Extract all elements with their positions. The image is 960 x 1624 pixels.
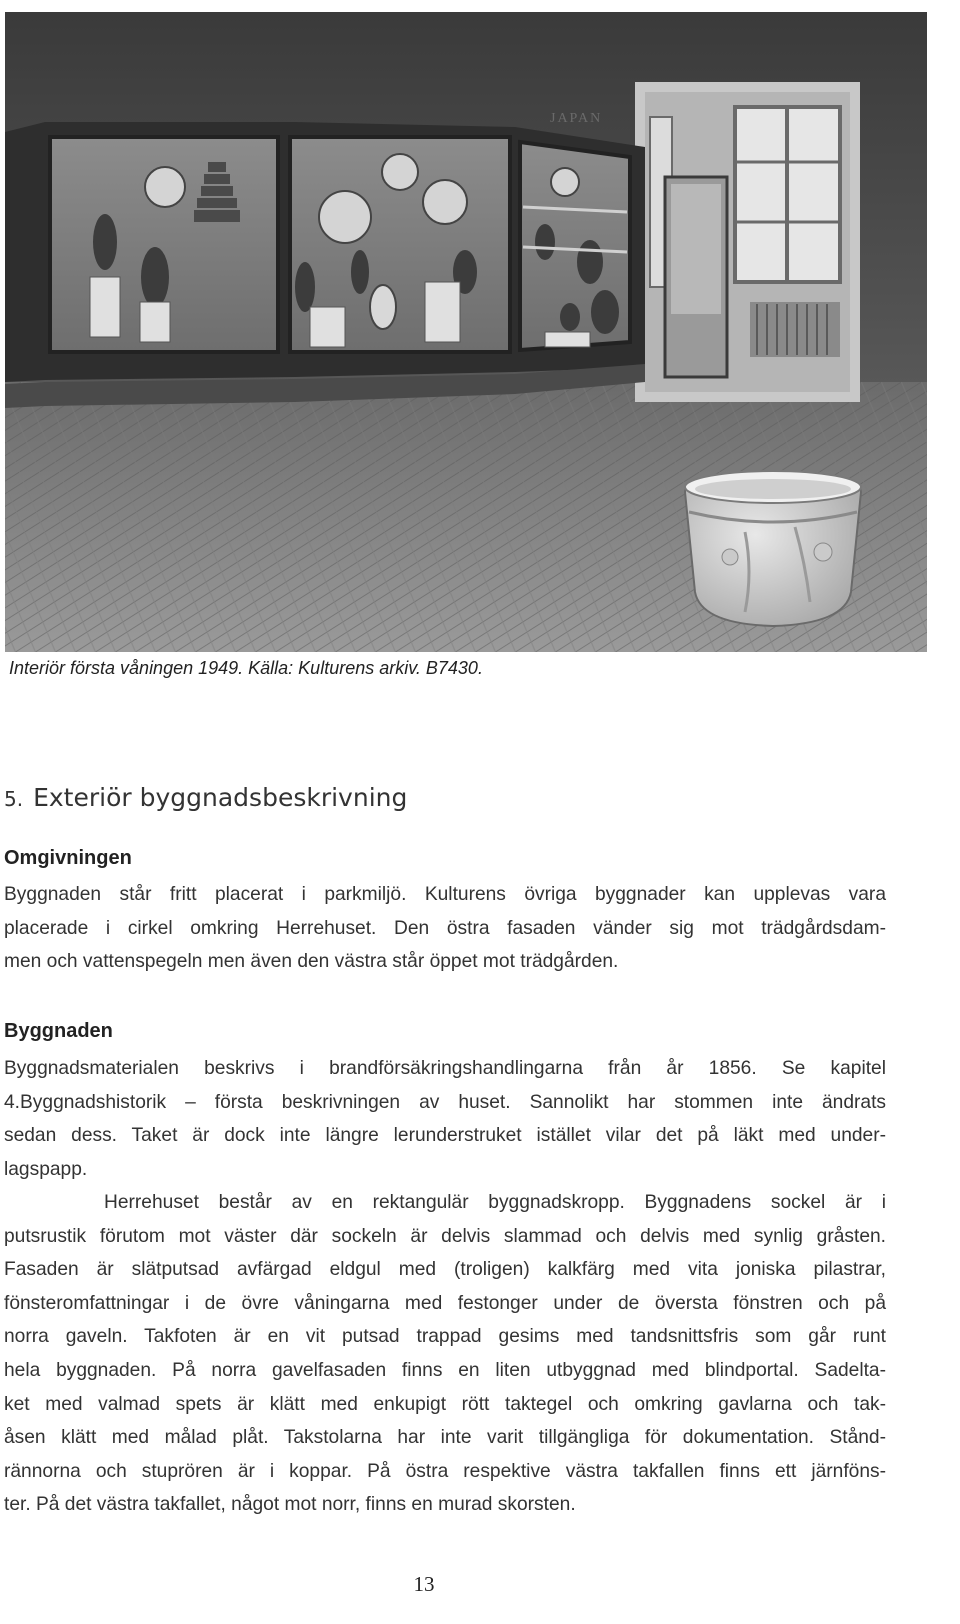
text-line: placerade i cirkel omkring Herrehuset. Den östra fasaden vänder sig mot trädgårdsdam- [4, 917, 886, 939]
text-line: ter. På det västra takfallet, något mot norr, finns en murad skorsten. [4, 1494, 576, 1516]
text-line: lagspapp. [4, 1158, 88, 1180]
text-line: hela byggnaden. På norra gavelfasaden finns en liten utbyggnad med blindportal. Sadelta- [4, 1359, 886, 1381]
japan-sign: JAPAN [550, 111, 603, 126]
text-line: fönsteromfattningar i de övre våningarna med festonger under de översta fönstren och på [4, 1292, 886, 1314]
section-title: Exteriör byggnadsbeskrivning [33, 783, 408, 812]
text-line: Herrehuset består av en rektangulär byggnadskropp. Byggnadens sockel är i [104, 1192, 886, 1213]
paragraph-byggnaden-1 [4, 1052, 886, 1186]
paragraph-omgivningen [4, 878, 886, 979]
text-line: putsrustik förutom mot väster där sockeln är delvis slammad och delvis med synlig gråsten. [4, 1225, 886, 1247]
text-line: norra gaveln. Takfoten är en vit putsad trappad gesims med tandsnittsfris som går runt [4, 1326, 886, 1348]
page-number: 13 [413, 1572, 435, 1596]
subheading-byggnaden: Byggnaden [4, 1020, 113, 1042]
text-line: ket med valmad spets är klätt med enkupigt rött taktegel och omkring gavlarna och tak- [4, 1393, 886, 1415]
text-line: men och vattenspegeln men även den västra står öppet mot trädgården. [4, 951, 619, 973]
photo-caption: Interiör första våningen 1949. Källa: Kulturens arkiv. B7430. [9, 658, 483, 678]
section-heading [4, 783, 407, 812]
museum-interior-photo [5, 12, 927, 652]
text-line: Byggnadsmaterialen beskrivs i brandförsäkringshandlingarna från år 1856. Se kapitel [4, 1058, 886, 1079]
text-line: Fasaden är slätputsad avfärgad eldgul med (troligen) kalkfärg med vita joniska pilastrar, [4, 1259, 886, 1281]
text-line: åsen klätt med målad plåt. Takstolarna har inte varit tillgängliga för dokumentation. Stånd- [4, 1427, 886, 1449]
paragraph-byggnaden-2 [4, 1186, 886, 1522]
text-line: rännorna och stuprören är i koppar. På östra respektive västra takfallen finns ett järnföns- [4, 1460, 886, 1482]
subheading-omgivningen: Omgivningen [4, 847, 132, 869]
section-number: 5. [4, 787, 24, 811]
text-line: 4.Byggnadshistorik – första beskrivningen av huset. Sannolikt har stommen inte ändrats [4, 1091, 886, 1113]
text-line: Byggnaden står fritt placerat i parkmiljö. Kulturens övriga byggnader kan upplevas vara [4, 884, 886, 905]
planter [685, 471, 861, 626]
text-line: sedan dess. Taket är dock inte längre lerunderstruket istället vilar det på läkt med under- [4, 1125, 886, 1147]
